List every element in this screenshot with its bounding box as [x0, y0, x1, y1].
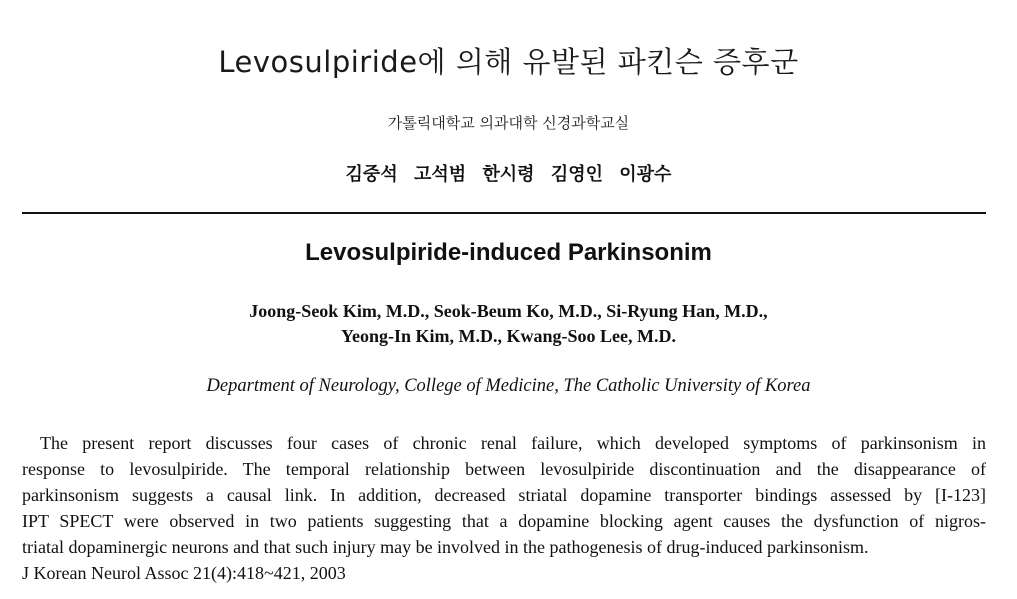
abstract-line: IPT SPECT were observed in two patients suggesting that a dopamine blocking agent causes the dysfunction of nigros- — [22, 511, 986, 531]
journal-citation: J Korean Neurol Assoc 21(4):418~421, 2003 — [22, 563, 346, 583]
english-authors-line-2: Yeong-In Kim, M.D., Kwang-Soo Lee, M.D. — [341, 326, 676, 346]
english-authors — [0, 299, 1017, 349]
english-authors-line-1: Joong-Seok Kim, M.D., Seok-Beum Ko, M.D., Si-Ryung Han, M.D., — [249, 301, 768, 321]
english-department: Department of Neurology, College of Medicine, The Catholic University of Korea — [206, 376, 811, 396]
abstract — [22, 430, 986, 560]
korean-affiliation: 가톨릭대학교 의과대학 신경과학교실 — [387, 114, 630, 132]
korean-authors: 김중석 고석범 한시령 김영인 이광수 — [345, 164, 672, 185]
english-title: Levosulpiride-induced Parkinsonim — [305, 239, 712, 266]
korean-title: Levosulpiride에 의해 유발된 파킨슨 증후군 — [218, 45, 799, 79]
header-divider — [22, 212, 986, 214]
abstract-line: parkinsonism suggests a causal link. In addition, decreased striatal dopamine transporter bindings assessed by [I-123] — [22, 485, 986, 505]
abstract-line: The present report discusses four cases of chronic renal failure, which developed symptoms of parkinsonism in — [40, 433, 986, 453]
abstract-line: triatal dopaminergic neurons and that such injury may be involved in the pathogenesis of drug-induced parkinsonism. — [22, 537, 869, 557]
abstract-line: response to levosulpiride. The temporal relationship between levosulpiride discontinuation and the disappearance of — [22, 459, 986, 479]
